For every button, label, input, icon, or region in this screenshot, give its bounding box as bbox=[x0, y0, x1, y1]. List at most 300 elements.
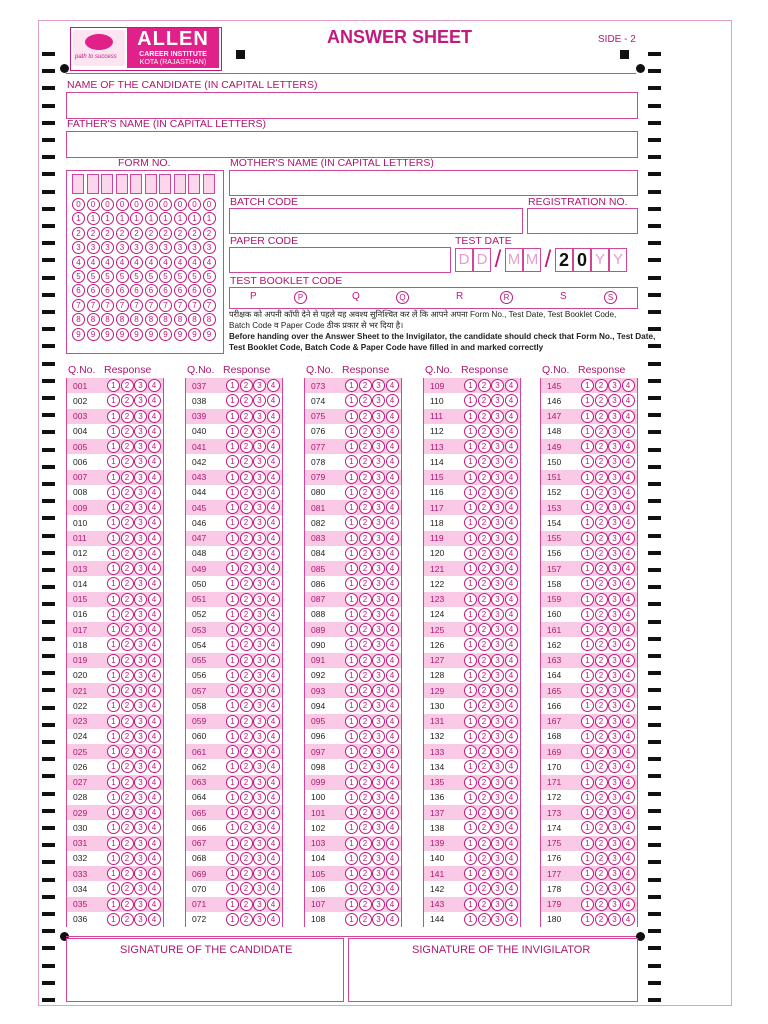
answer-bubble[interactable]: 4 bbox=[505, 593, 518, 606]
answer-bubble[interactable]: 3 bbox=[372, 425, 385, 438]
answer-bubble[interactable]: 1 bbox=[581, 776, 594, 789]
answer-bubble[interactable]: 3 bbox=[608, 806, 621, 819]
answer-bubble[interactable]: 1 bbox=[226, 837, 239, 850]
form-no-bubble[interactable]: 9 bbox=[130, 328, 143, 341]
answer-bubble[interactable]: 3 bbox=[253, 806, 266, 819]
answer-bubble[interactable]: 4 bbox=[505, 501, 518, 514]
form-no-bubble[interactable]: 0 bbox=[72, 198, 85, 211]
answer-bubble[interactable]: 3 bbox=[491, 379, 504, 392]
form-no-bubble[interactable]: 9 bbox=[159, 328, 172, 341]
answer-bubble[interactable]: 2 bbox=[240, 623, 253, 636]
answer-bubble[interactable]: 3 bbox=[491, 410, 504, 423]
form-no-bubble[interactable]: 8 bbox=[116, 313, 129, 326]
answer-bubble[interactable]: 4 bbox=[386, 745, 399, 758]
answer-bubble[interactable]: 2 bbox=[359, 379, 372, 392]
answer-bubble[interactable]: 4 bbox=[386, 501, 399, 514]
answer-bubble[interactable]: 4 bbox=[267, 638, 280, 651]
answer-bubble[interactable]: 4 bbox=[505, 425, 518, 438]
answer-bubble[interactable]: 4 bbox=[148, 608, 161, 621]
answer-bubble[interactable]: 4 bbox=[386, 440, 399, 453]
answer-bubble[interactable]: 1 bbox=[464, 379, 477, 392]
answer-bubble[interactable]: 4 bbox=[148, 699, 161, 712]
answer-bubble[interactable]: 1 bbox=[464, 730, 477, 743]
answer-bubble[interactable]: 1 bbox=[581, 486, 594, 499]
answer-bubble[interactable]: 2 bbox=[478, 684, 491, 697]
form-no-bubble[interactable]: 7 bbox=[188, 299, 201, 312]
answer-bubble[interactable]: 4 bbox=[622, 806, 635, 819]
answer-bubble[interactable]: 1 bbox=[107, 715, 120, 728]
answer-bubble[interactable]: 2 bbox=[359, 852, 372, 865]
answer-bubble[interactable]: 2 bbox=[478, 913, 491, 926]
answer-bubble[interactable]: 4 bbox=[148, 806, 161, 819]
form-no-bubble[interactable]: 3 bbox=[159, 241, 172, 254]
form-no-bubble[interactable]: 9 bbox=[72, 328, 85, 341]
answer-bubble[interactable]: 4 bbox=[148, 837, 161, 850]
form-no-bubble[interactable]: 8 bbox=[174, 313, 187, 326]
answer-bubble[interactable]: 3 bbox=[134, 837, 147, 850]
answer-bubble[interactable]: 4 bbox=[622, 501, 635, 514]
answer-bubble[interactable]: 4 bbox=[267, 715, 280, 728]
answer-bubble[interactable]: 3 bbox=[608, 837, 621, 850]
answer-bubble[interactable]: 3 bbox=[372, 379, 385, 392]
date-box-m1[interactable]: M bbox=[505, 248, 523, 272]
answer-bubble[interactable]: 3 bbox=[134, 532, 147, 545]
answer-bubble[interactable]: 4 bbox=[505, 638, 518, 651]
answer-bubble[interactable]: 4 bbox=[622, 821, 635, 834]
answer-bubble[interactable]: 2 bbox=[359, 455, 372, 468]
form-no-bubble[interactable]: 7 bbox=[203, 299, 216, 312]
answer-bubble[interactable]: 3 bbox=[608, 608, 621, 621]
answer-bubble[interactable]: 4 bbox=[148, 684, 161, 697]
answer-bubble[interactable]: 1 bbox=[107, 593, 120, 606]
answer-bubble[interactable]: 2 bbox=[359, 913, 372, 926]
answer-bubble[interactable]: 4 bbox=[267, 486, 280, 499]
answer-bubble[interactable]: 4 bbox=[148, 425, 161, 438]
answer-bubble[interactable]: 3 bbox=[491, 867, 504, 880]
answer-bubble[interactable]: 1 bbox=[464, 440, 477, 453]
answer-bubble[interactable]: 2 bbox=[359, 882, 372, 895]
answer-bubble[interactable]: 3 bbox=[134, 638, 147, 651]
answer-bubble[interactable]: 3 bbox=[608, 379, 621, 392]
form-no-bubble[interactable]: 6 bbox=[174, 284, 187, 297]
form-no-bubble[interactable]: 5 bbox=[87, 270, 100, 283]
form-no-bubble[interactable]: 9 bbox=[203, 328, 216, 341]
form-no-bubble[interactable]: 1 bbox=[130, 212, 143, 225]
answer-bubble[interactable]: 3 bbox=[608, 669, 621, 682]
answer-bubble[interactable]: 2 bbox=[121, 730, 134, 743]
answer-bubble[interactable]: 2 bbox=[478, 837, 491, 850]
answer-bubble[interactable]: 3 bbox=[491, 516, 504, 529]
answer-bubble[interactable]: 2 bbox=[240, 821, 253, 834]
answer-bubble[interactable]: 3 bbox=[608, 898, 621, 911]
answer-bubble[interactable]: 4 bbox=[622, 684, 635, 697]
form-no-bubble[interactable]: 1 bbox=[188, 212, 201, 225]
answer-bubble[interactable]: 2 bbox=[240, 882, 253, 895]
answer-bubble[interactable]: 4 bbox=[267, 562, 280, 575]
form-no-bubble[interactable]: 3 bbox=[203, 241, 216, 254]
answer-bubble[interactable]: 2 bbox=[121, 852, 134, 865]
answer-bubble[interactable]: 1 bbox=[464, 608, 477, 621]
answer-bubble[interactable]: 3 bbox=[134, 745, 147, 758]
answer-bubble[interactable]: 3 bbox=[372, 501, 385, 514]
answer-bubble[interactable]: 4 bbox=[267, 837, 280, 850]
answer-bubble[interactable]: 1 bbox=[581, 410, 594, 423]
answer-bubble[interactable]: 2 bbox=[121, 577, 134, 590]
answer-bubble[interactable]: 3 bbox=[372, 867, 385, 880]
answer-bubble[interactable]: 4 bbox=[267, 379, 280, 392]
answer-bubble[interactable]: 1 bbox=[345, 532, 358, 545]
answer-bubble[interactable]: 1 bbox=[464, 715, 477, 728]
answer-bubble[interactable]: 1 bbox=[345, 730, 358, 743]
answer-bubble[interactable]: 4 bbox=[386, 593, 399, 606]
answer-bubble[interactable]: 4 bbox=[267, 669, 280, 682]
answer-bubble[interactable]: 1 bbox=[581, 852, 594, 865]
answer-bubble[interactable]: 3 bbox=[134, 867, 147, 880]
answer-bubble[interactable]: 2 bbox=[121, 410, 134, 423]
answer-bubble[interactable]: 2 bbox=[478, 577, 491, 590]
answer-bubble[interactable]: 3 bbox=[134, 791, 147, 804]
answer-bubble[interactable]: 4 bbox=[622, 913, 635, 926]
answer-bubble[interactable]: 2 bbox=[359, 410, 372, 423]
answer-bubble[interactable]: 1 bbox=[226, 425, 239, 438]
answer-bubble[interactable]: 4 bbox=[622, 623, 635, 636]
answer-bubble[interactable]: 1 bbox=[581, 806, 594, 819]
answer-bubble[interactable]: 4 bbox=[622, 593, 635, 606]
answer-bubble[interactable]: 2 bbox=[478, 501, 491, 514]
answer-bubble[interactable]: 4 bbox=[267, 654, 280, 667]
answer-bubble[interactable]: 4 bbox=[505, 776, 518, 789]
answer-bubble[interactable]: 4 bbox=[386, 486, 399, 499]
answer-bubble[interactable]: 2 bbox=[359, 593, 372, 606]
answer-bubble[interactable]: 1 bbox=[345, 821, 358, 834]
answer-bubble[interactable]: 1 bbox=[107, 394, 120, 407]
form-no-bubble[interactable]: 1 bbox=[174, 212, 187, 225]
answer-bubble[interactable]: 1 bbox=[226, 410, 239, 423]
form-no-bubble[interactable]: 0 bbox=[116, 198, 129, 211]
answer-bubble[interactable]: 2 bbox=[240, 471, 253, 484]
answer-bubble[interactable]: 3 bbox=[608, 532, 621, 545]
answer-bubble[interactable]: 4 bbox=[386, 623, 399, 636]
answer-bubble[interactable]: 2 bbox=[240, 562, 253, 575]
answer-bubble[interactable]: 2 bbox=[595, 806, 608, 819]
answer-bubble[interactable]: 1 bbox=[345, 882, 358, 895]
answer-bubble[interactable]: 1 bbox=[345, 867, 358, 880]
answer-bubble[interactable]: 2 bbox=[121, 684, 134, 697]
answer-bubble[interactable]: 4 bbox=[148, 913, 161, 926]
answer-bubble[interactable]: 3 bbox=[372, 593, 385, 606]
answer-bubble[interactable]: 4 bbox=[622, 730, 635, 743]
answer-bubble[interactable]: 4 bbox=[148, 547, 161, 560]
answer-bubble[interactable]: 3 bbox=[491, 486, 504, 499]
answer-bubble[interactable]: 1 bbox=[581, 654, 594, 667]
answer-bubble[interactable]: 4 bbox=[267, 882, 280, 895]
answer-bubble[interactable]: 3 bbox=[372, 669, 385, 682]
answer-bubble[interactable]: 4 bbox=[505, 898, 518, 911]
answer-bubble[interactable]: 1 bbox=[107, 654, 120, 667]
answer-bubble[interactable]: 4 bbox=[386, 425, 399, 438]
form-no-bubble[interactable]: 8 bbox=[101, 313, 114, 326]
answer-bubble[interactable]: 2 bbox=[240, 776, 253, 789]
form-no-bubble[interactable]: 2 bbox=[174, 227, 187, 240]
answer-bubble[interactable]: 3 bbox=[134, 516, 147, 529]
answer-bubble[interactable]: 3 bbox=[372, 532, 385, 545]
answer-bubble[interactable]: 4 bbox=[386, 562, 399, 575]
answer-bubble[interactable]: 2 bbox=[359, 440, 372, 453]
answer-bubble[interactable]: 3 bbox=[134, 623, 147, 636]
answer-bubble[interactable]: 3 bbox=[608, 623, 621, 636]
form-no-digit-cell[interactable] bbox=[188, 174, 200, 194]
answer-bubble[interactable]: 2 bbox=[478, 455, 491, 468]
answer-bubble[interactable]: 3 bbox=[372, 471, 385, 484]
answer-bubble[interactable]: 4 bbox=[622, 547, 635, 560]
answer-bubble[interactable]: 2 bbox=[478, 562, 491, 575]
answer-bubble[interactable]: 1 bbox=[107, 501, 120, 514]
answer-bubble[interactable]: 3 bbox=[608, 852, 621, 865]
answer-bubble[interactable]: 2 bbox=[240, 440, 253, 453]
answer-bubble[interactable]: 2 bbox=[595, 593, 608, 606]
answer-bubble[interactable]: 4 bbox=[505, 715, 518, 728]
answer-bubble[interactable]: 3 bbox=[134, 501, 147, 514]
answer-bubble[interactable]: 1 bbox=[464, 577, 477, 590]
answer-bubble[interactable]: 3 bbox=[253, 730, 266, 743]
answer-bubble[interactable]: 4 bbox=[386, 882, 399, 895]
answer-bubble[interactable]: 4 bbox=[622, 776, 635, 789]
form-no-bubble[interactable]: 4 bbox=[145, 256, 158, 269]
answer-bubble[interactable]: 3 bbox=[491, 699, 504, 712]
answer-bubble[interactable]: 4 bbox=[386, 852, 399, 865]
answer-bubble[interactable]: 4 bbox=[267, 440, 280, 453]
answer-bubble[interactable]: 3 bbox=[491, 547, 504, 560]
answer-bubble[interactable]: 1 bbox=[464, 745, 477, 758]
answer-bubble[interactable]: 3 bbox=[608, 776, 621, 789]
form-no-bubble[interactable]: 6 bbox=[188, 284, 201, 297]
answer-bubble[interactable]: 2 bbox=[240, 547, 253, 560]
answer-bubble[interactable]: 4 bbox=[148, 455, 161, 468]
answer-bubble[interactable]: 1 bbox=[226, 669, 239, 682]
answer-bubble[interactable]: 4 bbox=[622, 486, 635, 499]
answer-bubble[interactable]: 4 bbox=[148, 669, 161, 682]
answer-bubble[interactable]: 1 bbox=[226, 577, 239, 590]
answer-bubble[interactable]: 4 bbox=[386, 471, 399, 484]
answer-bubble[interactable]: 1 bbox=[345, 715, 358, 728]
answer-bubble[interactable]: 4 bbox=[505, 562, 518, 575]
answer-bubble[interactable]: 1 bbox=[464, 654, 477, 667]
form-no-bubble[interactable]: 7 bbox=[116, 299, 129, 312]
answer-bubble[interactable]: 3 bbox=[608, 562, 621, 575]
answer-bubble[interactable]: 2 bbox=[359, 623, 372, 636]
answer-bubble[interactable]: 2 bbox=[478, 379, 491, 392]
form-no-bubble[interactable]: 3 bbox=[145, 241, 158, 254]
answer-bubble[interactable]: 2 bbox=[478, 791, 491, 804]
form-no-bubble[interactable]: 1 bbox=[72, 212, 85, 225]
answer-bubble[interactable]: 3 bbox=[253, 638, 266, 651]
answer-bubble[interactable]: 3 bbox=[372, 760, 385, 773]
answer-bubble[interactable]: 3 bbox=[253, 379, 266, 392]
answer-bubble[interactable]: 3 bbox=[608, 730, 621, 743]
form-no-bubble[interactable]: 4 bbox=[159, 256, 172, 269]
answer-bubble[interactable]: 2 bbox=[595, 440, 608, 453]
answer-bubble[interactable]: 4 bbox=[267, 593, 280, 606]
answer-bubble[interactable]: 1 bbox=[226, 562, 239, 575]
answer-bubble[interactable]: 3 bbox=[253, 471, 266, 484]
answer-bubble[interactable]: 2 bbox=[240, 898, 253, 911]
answer-bubble[interactable]: 3 bbox=[253, 547, 266, 560]
answer-bubble[interactable]: 1 bbox=[581, 791, 594, 804]
answer-bubble[interactable]: 2 bbox=[121, 882, 134, 895]
answer-bubble[interactable]: 1 bbox=[464, 425, 477, 438]
answer-bubble[interactable]: 1 bbox=[345, 806, 358, 819]
answer-bubble[interactable]: 2 bbox=[121, 745, 134, 758]
answer-bubble[interactable]: 2 bbox=[478, 745, 491, 758]
answer-bubble[interactable]: 4 bbox=[622, 638, 635, 651]
answer-bubble[interactable]: 2 bbox=[359, 608, 372, 621]
answer-bubble[interactable]: 4 bbox=[148, 516, 161, 529]
answer-bubble[interactable]: 2 bbox=[359, 684, 372, 697]
answer-bubble[interactable]: 3 bbox=[491, 669, 504, 682]
answer-bubble[interactable]: 2 bbox=[240, 593, 253, 606]
answer-bubble[interactable]: 1 bbox=[107, 440, 120, 453]
answer-bubble[interactable]: 3 bbox=[134, 715, 147, 728]
year-box-3[interactable]: Y bbox=[591, 248, 609, 272]
answer-bubble[interactable]: 2 bbox=[240, 638, 253, 651]
answer-bubble[interactable]: 4 bbox=[148, 486, 161, 499]
answer-bubble[interactable]: 1 bbox=[464, 471, 477, 484]
answer-bubble[interactable]: 3 bbox=[491, 532, 504, 545]
answer-bubble[interactable]: 1 bbox=[107, 882, 120, 895]
answer-bubble[interactable]: 3 bbox=[372, 547, 385, 560]
answer-bubble[interactable]: 2 bbox=[240, 760, 253, 773]
answer-bubble[interactable]: 1 bbox=[226, 715, 239, 728]
form-no-bubble[interactable]: 0 bbox=[130, 198, 143, 211]
answer-bubble[interactable]: 3 bbox=[372, 715, 385, 728]
answer-bubble[interactable]: 3 bbox=[253, 791, 266, 804]
form-no-bubble[interactable]: 9 bbox=[101, 328, 114, 341]
answer-bubble[interactable]: 1 bbox=[107, 577, 120, 590]
answer-bubble[interactable]: 3 bbox=[491, 898, 504, 911]
answer-bubble[interactable]: 1 bbox=[581, 638, 594, 651]
answer-bubble[interactable]: 4 bbox=[267, 623, 280, 636]
answer-bubble[interactable]: 1 bbox=[107, 791, 120, 804]
answer-bubble[interactable]: 2 bbox=[121, 638, 134, 651]
answer-bubble[interactable]: 4 bbox=[386, 638, 399, 651]
answer-bubble[interactable]: 4 bbox=[386, 608, 399, 621]
answer-bubble[interactable]: 1 bbox=[464, 532, 477, 545]
answer-bubble[interactable]: 1 bbox=[581, 425, 594, 438]
answer-bubble[interactable]: 4 bbox=[267, 852, 280, 865]
answer-bubble[interactable]: 4 bbox=[505, 684, 518, 697]
answer-bubble[interactable]: 2 bbox=[359, 471, 372, 484]
answer-bubble[interactable]: 1 bbox=[226, 608, 239, 621]
answer-bubble[interactable]: 3 bbox=[253, 699, 266, 712]
form-no-bubble[interactable]: 5 bbox=[203, 270, 216, 283]
answer-bubble[interactable]: 2 bbox=[478, 715, 491, 728]
answer-bubble[interactable]: 1 bbox=[581, 394, 594, 407]
form-no-bubble[interactable]: 5 bbox=[145, 270, 158, 283]
answer-bubble[interactable]: 3 bbox=[253, 684, 266, 697]
answer-bubble[interactable]: 1 bbox=[226, 501, 239, 514]
answer-bubble[interactable]: 3 bbox=[372, 776, 385, 789]
answer-bubble[interactable]: 2 bbox=[478, 806, 491, 819]
answer-bubble[interactable]: 2 bbox=[359, 776, 372, 789]
answer-bubble[interactable]: 3 bbox=[253, 669, 266, 682]
answer-bubble[interactable]: 3 bbox=[491, 654, 504, 667]
answer-bubble[interactable]: 2 bbox=[595, 394, 608, 407]
answer-bubble[interactable]: 4 bbox=[267, 425, 280, 438]
answer-bubble[interactable]: 1 bbox=[581, 532, 594, 545]
answer-bubble[interactable]: 4 bbox=[148, 791, 161, 804]
answer-bubble[interactable]: 4 bbox=[148, 654, 161, 667]
answer-bubble[interactable]: 4 bbox=[386, 867, 399, 880]
answer-bubble[interactable]: 2 bbox=[359, 516, 372, 529]
answer-bubble[interactable]: 2 bbox=[478, 760, 491, 773]
answer-bubble[interactable]: 3 bbox=[608, 593, 621, 606]
answer-bubble[interactable]: 4 bbox=[386, 760, 399, 773]
answer-bubble[interactable]: 1 bbox=[226, 913, 239, 926]
answer-bubble[interactable]: 1 bbox=[581, 455, 594, 468]
answer-bubble[interactable]: 3 bbox=[372, 608, 385, 621]
answer-bubble[interactable]: 3 bbox=[608, 547, 621, 560]
answer-bubble[interactable]: 1 bbox=[107, 760, 120, 773]
answer-bubble[interactable]: 2 bbox=[595, 638, 608, 651]
answer-bubble[interactable]: 1 bbox=[107, 455, 120, 468]
answer-bubble[interactable]: 1 bbox=[226, 547, 239, 560]
form-no-bubble[interactable]: 3 bbox=[101, 241, 114, 254]
answer-bubble[interactable]: 1 bbox=[107, 486, 120, 499]
answer-bubble[interactable]: 4 bbox=[386, 898, 399, 911]
form-no-bubble[interactable]: 2 bbox=[188, 227, 201, 240]
answer-bubble[interactable]: 2 bbox=[121, 806, 134, 819]
answer-bubble[interactable]: 4 bbox=[505, 516, 518, 529]
answer-bubble[interactable]: 2 bbox=[359, 837, 372, 850]
answer-bubble[interactable]: 1 bbox=[107, 608, 120, 621]
answer-bubble[interactable]: 1 bbox=[464, 760, 477, 773]
registration-no-field[interactable] bbox=[527, 208, 638, 234]
answer-bubble[interactable]: 4 bbox=[505, 821, 518, 834]
answer-bubble[interactable]: 4 bbox=[386, 821, 399, 834]
answer-bubble[interactable]: 3 bbox=[608, 654, 621, 667]
answer-bubble[interactable]: 4 bbox=[148, 821, 161, 834]
answer-bubble[interactable]: 2 bbox=[359, 532, 372, 545]
answer-bubble[interactable]: 4 bbox=[148, 623, 161, 636]
answer-bubble[interactable]: 3 bbox=[491, 730, 504, 743]
answer-bubble[interactable]: 2 bbox=[121, 654, 134, 667]
answer-bubble[interactable]: 2 bbox=[478, 776, 491, 789]
answer-bubble[interactable]: 2 bbox=[359, 654, 372, 667]
answer-bubble[interactable]: 1 bbox=[345, 791, 358, 804]
answer-bubble[interactable]: 2 bbox=[595, 577, 608, 590]
answer-bubble[interactable]: 1 bbox=[226, 440, 239, 453]
answer-bubble[interactable]: 2 bbox=[595, 730, 608, 743]
answer-bubble[interactable]: 2 bbox=[595, 532, 608, 545]
answer-bubble[interactable]: 3 bbox=[253, 410, 266, 423]
answer-bubble[interactable]: 4 bbox=[622, 882, 635, 895]
form-no-digit-cell[interactable] bbox=[87, 174, 99, 194]
answer-bubble[interactable]: 4 bbox=[386, 516, 399, 529]
answer-bubble[interactable]: 4 bbox=[622, 379, 635, 392]
answer-bubble[interactable]: 3 bbox=[491, 623, 504, 636]
answer-bubble[interactable]: 3 bbox=[491, 806, 504, 819]
form-no-bubble[interactable]: 3 bbox=[87, 241, 100, 254]
answer-bubble[interactable]: 1 bbox=[226, 471, 239, 484]
answer-bubble[interactable]: 1 bbox=[226, 379, 239, 392]
answer-bubble[interactable]: 2 bbox=[478, 730, 491, 743]
answer-bubble[interactable]: 3 bbox=[134, 608, 147, 621]
answer-bubble[interactable]: 1 bbox=[226, 394, 239, 407]
form-no-bubble[interactable]: 6 bbox=[101, 284, 114, 297]
answer-bubble[interactable]: 1 bbox=[226, 593, 239, 606]
answer-bubble[interactable]: 1 bbox=[107, 837, 120, 850]
answer-bubble[interactable]: 3 bbox=[372, 821, 385, 834]
